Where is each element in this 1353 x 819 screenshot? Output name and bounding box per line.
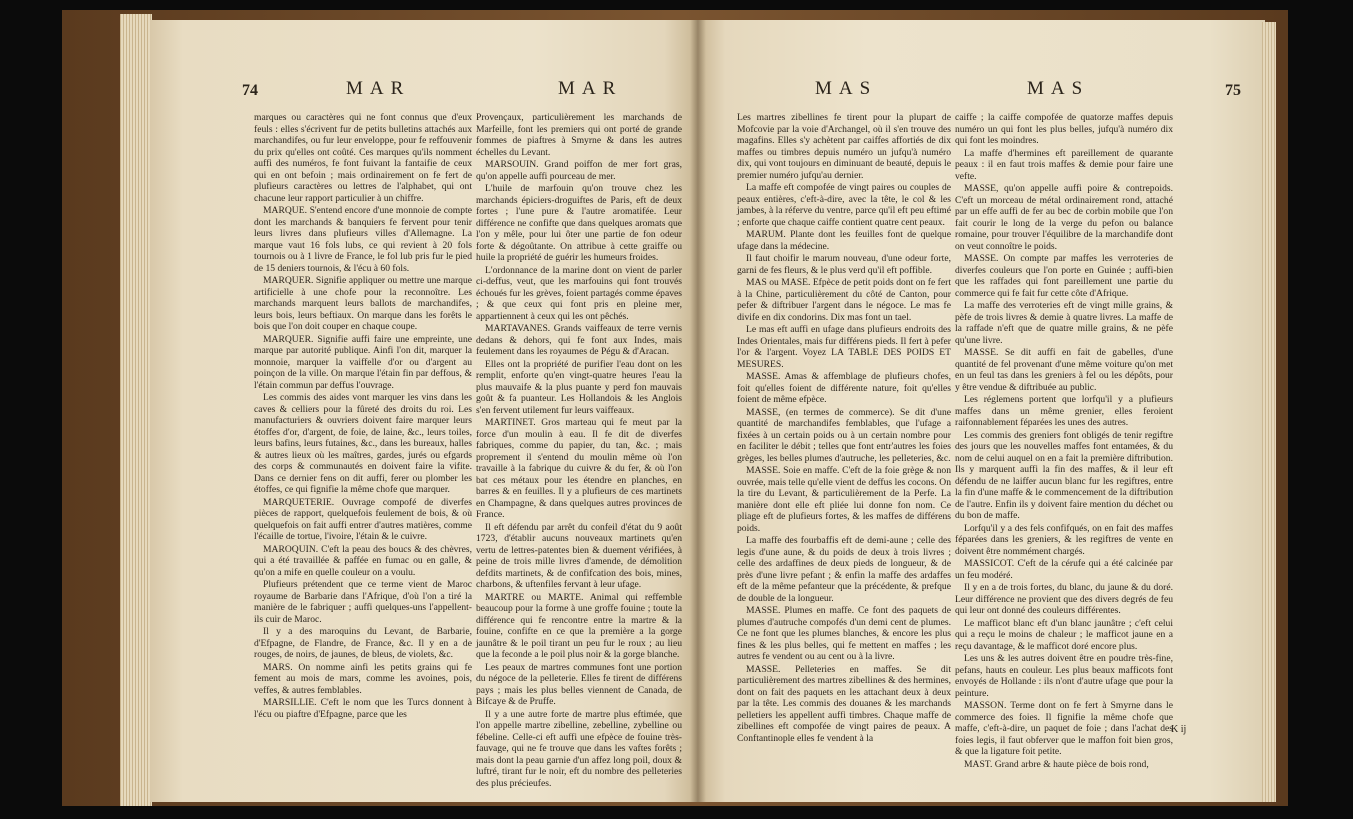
paragraph: MASSE. Plumes en maffe. Ce font des paquets de plumes d'autruche compofés d'un demi cent de plumes. Ce ne font que les plumes blanches, & encore les plus fines & les plus belles, qui fe mettent en maffes ; les autres fe vendent ou au cent ou à la livre.: [737, 605, 951, 662]
paragraph: Les commis des aides vont marquer les vins dans les caves & celliers pour la fûreté des droits du roi. Les manufacturiers & ouvriers doivent faire marquer leurs étoffes d'or, d'argent, de foie, de laine, &c., leurs toiles, leurs bafins, leurs futaines, &c., dans les bureaux, halles & autres lieux où les maîtres, gardes, jurés ou efgards des corps & communautés en doivent faire la vifite. Dans ce dernier fens on dit auffi, ferer ou plomber les étoffes, ce qui fignifie la même chofe que marquer.: [254, 392, 472, 495]
paragraph: MARUM. Plante dont les feuilles font de quelque ufage dans la médecine.: [737, 229, 951, 252]
right-column-1: [737, 112, 951, 745]
page-number-left: 74: [242, 82, 258, 99]
paragraph: Il y en a de trois fortes, du blanc, du jaune & du doré. Leur différence ne provient que des divers degrés de feu qui leur ont donné des couleurs différentes.: [955, 582, 1173, 616]
paragraph: MARSOUIN. Grand poiffon de mer fort gras, qu'on appelle auffi pourceau de mer.: [476, 159, 682, 182]
right-page-header: [697, 78, 1265, 112]
paragraph: MARTRE ou MARTE. Animal qui reffemble beaucoup pour la forme à une groffe fouine ; toute la différence qui fe rencontre entre la martre & la fouine, confifte en ce que la première a la gorge jaunâtre & le poil tirant un peu fur le roux ; au lieu que la feconde a le poil plus noir & la gorge blanche.: [476, 591, 682, 660]
paragraph: Les réglemens portent que lorfqu'il y a plufieurs maffes dans un même grenier, elles feroient raifonnablement féparées les unes des autres.: [955, 394, 1173, 428]
paragraph: L'ordonnance de la marine dont on vient de parler ci-deffus, veut, que les marfouins qui font trouvés échoués fur les grèves, foient partagés comme épaves ; & que ceux qui font pris en pleine mer, appartiennent à ceux qui les ont pêchés.: [476, 264, 682, 322]
paragraph: MARTINET. Gros marteau qui fe meut par la force d'un moulin à eau. Il fe dit de diverfes fabriques, comme du papier, du tan, &c. ; mais proprement il s'entend du moulin même où l'on travaille à la fabrique du cuivre & du fer, & où l'on bat ces métaux pour les étendre en planches, en barres & en feuilles. Il y a plufieurs de ces martinets en Champagne, & dans quelques autres provinces de France.: [476, 417, 682, 520]
paragraph: MARQUE. S'entend encore d'une monnoie de compte dont les marchands & banquiers fe fervent pour tenir leurs livres dans plufieurs villes d'Allemagne. La marque vaut 16 fols lubs, ce qui revient à 20 fols tournois ou à 1 livre de France, le fol lub pris fur le pied de 15 deniers tournois, & l'écu à 60 fols.: [254, 205, 472, 274]
paragraph: MASSE. Amas & affemblage de plufieurs chofes, foit qu'elles foient de différente nature, foit qu'elles foient de même efpèce.: [737, 371, 951, 405]
right-page: [697, 20, 1265, 802]
left-page-header: [150, 78, 697, 112]
paragraph: MASSE, (en termes de commerce). Se dit d'une quantité de marchandifes femblables, que l'ufage a fixées à un certain poids ou à un certain nombre pour en faciliter le débit ; telles que font entr'autres les foies grèges, les belles plumes d'autruche, les pelleteries, &c.: [737, 406, 951, 464]
paragraph: MASSE. Soie en maffe. C'eft de la foie grège & non ouvrée, mais telle qu'elle vient de deffus les cocons. On la tire du Levant, & particulièrement de la Perfe. La manière dont elle eft pliée lui donne fon nom. Ce pliage eft de plufieurs fortes, & les maffes de différens poids.: [737, 465, 951, 534]
page-number-right: 75: [1225, 82, 1241, 99]
paragraph: Le mas eft auffi en ufage dans plufieurs endroits des Indes Orientales, mais fur différens pieds. Il fert à pefer l'or & l'argent. Voyez LA TABLE DES POIDS ET MESURES.: [737, 324, 951, 370]
paragraph: MAS ou MASE. Efpèce de petit poids dont on fe fert à la Chine, particulièrement du côté de Canton, pour pefer & diftribuer l'argent dans le négoce. Le mas fe divife en dix condorins. Dix mas font un tael.: [737, 277, 951, 323]
paragraph: Les uns & les autres doivent être en poudre très-fine, pefans, hauts en couleur. Les plus beaux mafficots font envoyés de Hollande : ils n'ont d'autre ufage que pour la peinture.: [955, 653, 1173, 699]
paragraph: La maffe d'hermines eft pareillement de quarante peaux : il en faut trois maffes & demie pour faire une vefte.: [955, 147, 1173, 182]
paragraph: La maffe des fourbaffis eft de demi-aune ; celle des legis d'une aune, & du poids de deux à trois livres ; celle des ardaffines de deux pieds de longueur, & de près d'une livre pefant ; & enfin la maffe des ardaffes eft de la même pefanteur que la précédente, & prefque de double de la longueur.: [737, 535, 951, 604]
page-edges-left: [120, 14, 152, 806]
left-column-1: [254, 112, 472, 721]
paragraph: MASSE. On compte par maffes les verroteries de diverfes couleurs que l'on porte en Guinée ; auffi-bien que les raffades qui font pareillement une partie du commerce qui fe fait fur cette côte d'Afrique.: [955, 253, 1173, 299]
paragraph: MAST. Grand arbre & haute pièce de bois rond,: [964, 758, 1149, 770]
paragraph: marques ou caractères qui ne font connus que d'eux feuls : elles s'écrivent fur de petits bulletins attachés aux marchandifes, ou fur leur enveloppe, pour fe reffouvenir du prix qu'elles ont coûté. Ces marques qu'ils nomment auffi des numéros, fe font fuivant la fantaifie de ceux qui en ont befoin ; mais ordinairement on fe fert de plufieurs caractères ou lettres de l'alphabet, qui ont chacune leur rapport particulier à un chiffre.: [254, 112, 472, 204]
paragraph: Elles ont la propriété de purifier l'eau dont on les remplit, enforte qu'en vingt-quatre heures l'eau la plus mauvaife & la plus puante y perd fon mauvais goût & fa puanteur. Les Hollandois & les Anglois s'en fervent utilement fur leurs vaiffeaux.: [476, 358, 682, 416]
running-head-right-2: MAS: [1027, 78, 1090, 99]
paragraph: Il y a une autre forte de martre plus eftimée, que l'on appelle martre zibelline, zebelline, zybelline ou fébeline. Celle-ci eft auffi une efpèce de fouine très-fauvage, qui ne fe trouve que dans les vaftes forêts ; mais dont la peau garnie d'un affez long poil, doux & luftré, tirant fur le noir, eft du nombre des pelleteries des plus précieufes.: [476, 708, 682, 789]
paragraph: Lorfqu'il y a des fels confifqués, on en fait des maffes féparées dans les greniers, & les regiftres de vente en doivent être nommément chargés.: [955, 522, 1173, 557]
paragraph: Le mafficot blanc eft d'un blanc jaunâtre ; c'eft celui qui a reçu le moins de chaleur ; le mafficot jaune en a reçu davantage, & le mafficot doré encore plus.: [955, 617, 1173, 652]
paragraph: MARQUER. Signifie appliquer ou mettre une marque artificielle à une chofe pour la reconnoître. Les marchands marquent leurs ballots de marchandifes, leurs bois, leurs beftiaux. On marque dans les forêts le bois que l'on doit couper en chaque coupe.: [254, 275, 472, 332]
running-head-left-1: MAR: [346, 78, 411, 99]
paragraph: Les peaux de martres communes font une portion du négoce de la pelleterie. Elles fe tirent de différens pays ; mais les plus belles viennent de Canada, de Bifcaye & de Pruffe.: [476, 661, 682, 707]
book-gutter: [690, 20, 706, 802]
running-head-right-1: MAS: [815, 78, 878, 99]
paragraph: Provençaux, particulièrement les marchands de Marfeille, font les premiers qui ont porté de grande fommes de piaftres à Smyrne & dans les autres échelles du Levant.: [476, 112, 682, 158]
paragraph: MAROQUIN. C'eft la peau des boucs & des chèvres, qui a été travaillée & paffée en fumac ou en galle, & qu'on a mife en quelle couleur on a voulu.: [254, 543, 472, 578]
paragraph: Les commis des greniers font obligés de tenir regiftre des jours que les nouvelles maffes font entamées, & du nom de celui auquel on en a fait la première diftribution. Ils y marquent auffi la fin des maffes, & il leur eft défendu de ne laiffer aucun blanc fur les regiftres, entre la fin d'une maffe & le commencement de la diftribution de l'autre. Enfin ils y doivent faire mention du déchet ou du bon de maffe.: [955, 429, 1173, 521]
paragraph: MASSE. Pelleteries en maffes. Se dit particulièrement des martres zibellines & des hermines, dont on fait des paquets en les attachant deux à deux par la tête. Les commis des douanes & les marchands pelletiers les appellent auffi timbres. Chaque maffe de zibellines eft compofée de vingt paires de peaux. A Conftantinople elles fe vendent à la: [737, 663, 951, 744]
paragraph: MASSON. Terme dont on fe fert à Smyrne dans le commerce des foies. Il fignifie la même chofe que maffe, c'eft-à-dire, un paquet de foie ; dans l'achat des foies legis, il faut obferver que le maffon foit bien gros, & que la ligature foit petite.: [955, 700, 1173, 757]
paragraph: MASSE. Se dit auffi en fait de gabelles, d'une quantité de fel provenant d'une même voiture qu'on met en un feul tas dans les greniers à fel ou les dépôts, pour y être vendue & diftribuée au public.: [955, 347, 1173, 393]
paragraph: MARS. On nomme ainfi les petits grains qui fe fement au mois de mars, comme les avoines, pois, veffes, & autres femblables.: [254, 661, 472, 696]
paragraph: Il faut choifir le marum nouveau, d'une odeur forte, garni de fes fleurs, & le plus verd qu'il eft poffible.: [737, 253, 951, 276]
paragraph: MASSE, qu'on appelle auffi poire & contrepoids. C'eft un morceau de métal ordinairement rond, attaché par un effe auffi de fer au bec de corbin mobile que l'on fait courir le long de la verge du pefon ou balance romaine, pour trouver l'équilibre de la marchandife dont on veut connoître le poids.: [955, 183, 1173, 252]
paragraph: caiffe ; la caiffe compofée de quatorze maffes depuis numéro un qui font les plus belles, jufqu'à numéro dix qui font les moindres.: [955, 112, 1173, 146]
signature-mark: K ij: [1171, 724, 1187, 735]
running-head-left-2: MAR: [558, 78, 623, 99]
paragraph: Il eft défendu par arrêt du confeil d'état du 9 août 1723, d'établir aucuns nouveaux martinets qu'en vertu de lettres-patentes bien & duement vérifiées, à peine de trois mille livres d'amende, de démolition defdits martinets, & de confifcation des bois, mines, charbons, & uftenfiles fervant à leur ufage.: [476, 521, 682, 590]
paragraph: MARSILLIE. C'eft le nom que les Turcs donnent à l'écu ou piaftre d'Efpagne, parce que les: [254, 697, 472, 720]
paragraph: MARTAVANES. Grands vaiffeaux de terre vernis dedans & dehors, qui fe font aux Indes, mais feulement dans les royaumes de Pégu & d'Aracan.: [476, 323, 682, 357]
right-column-2: [955, 112, 1173, 771]
paragraph: Plufieurs prétendent que ce terme vient de Maroc royaume de Barbarie dans l'Afrique, d'où l'on a tiré la manière de le fabriquer ; auffi quelques-uns l'appellent-ils cuir de Maroc.: [254, 579, 472, 625]
left-page: [150, 20, 697, 802]
left-column-2: [476, 112, 682, 790]
paragraph: Il y a des maroquins du Levant, de Barbarie, d'Efpagne, de Flandre, de France, &c. Il y en a de rouges, de noirs, de jaunes, de bleus, de violets, &c.: [254, 626, 472, 660]
paragraph: L'huile de marfouin qu'on trouve chez les marchands épiciers-droguiftes de Paris, eft de deux fortes ; l'une pure & l'autre aromatifée. Leur différence ne confifte que dans quelques aromats que l'on y mêle, pour lui ôter une partie de fon odeur forte & dégoûtante. On attribue à cette graiffe ou huile la propriété de guérir les humeurs froides.: [476, 183, 682, 263]
page-edges-right: [1262, 22, 1276, 802]
paragraph: La maffe eft compofée de vingt paires ou couples de peaux entières, c'eft-à-dire, avec la tête, le col & les jambes, à la réferve du ventre, parce qu'il eft peu eftimé ; enforte que chaque caiffe contient quatre cent peaux.: [737, 182, 951, 228]
paragraph: MARQUETERIE. Ouvrage compofé de diverfes pièces de rapport, quelquefois feulement de bois, & où quelquefois on fait auffi entrer d'autres matières, comme l'écaille de tortue, l'ivoire, l'étain & le cuivre.: [254, 496, 472, 542]
paragraph: MASSICOT. C'eft de la cérufe qui a été calcinée par un feu modéré.: [955, 558, 1173, 581]
paragraph: Les martres zibellines fe tirent pour la plupart de Mofcovie par la voie d'Archangel, où il s'en trouve des magafins. Elles s'y achètent par caiffes affortiés de dix maffes ou timbres depuis numéro un jufqu'à numéro dix, qui vont toujours en diminuant de beauté, depuis le premier numéro jufqu'au dernier.: [737, 112, 951, 181]
paragraph: MARQUER. Signifie auffi faire une empreinte, une marque par autorité publique. Ainfi l'on dit, marquer la monnoie, marquer la vaiffelle d'or ou d'argent au poinçon de la ville. On marque l'étain fin par deffous, & l'étain commun par deffus l'ouvrage.: [254, 333, 472, 391]
paragraph: La maffe des verroteries eft de vingt mille grains, & pèfe de trois livres & demie à quatre livres. La maffe de la raffade n'eft que de quatre mille grains, & ne pèfe qu'une livre.: [955, 300, 1173, 346]
